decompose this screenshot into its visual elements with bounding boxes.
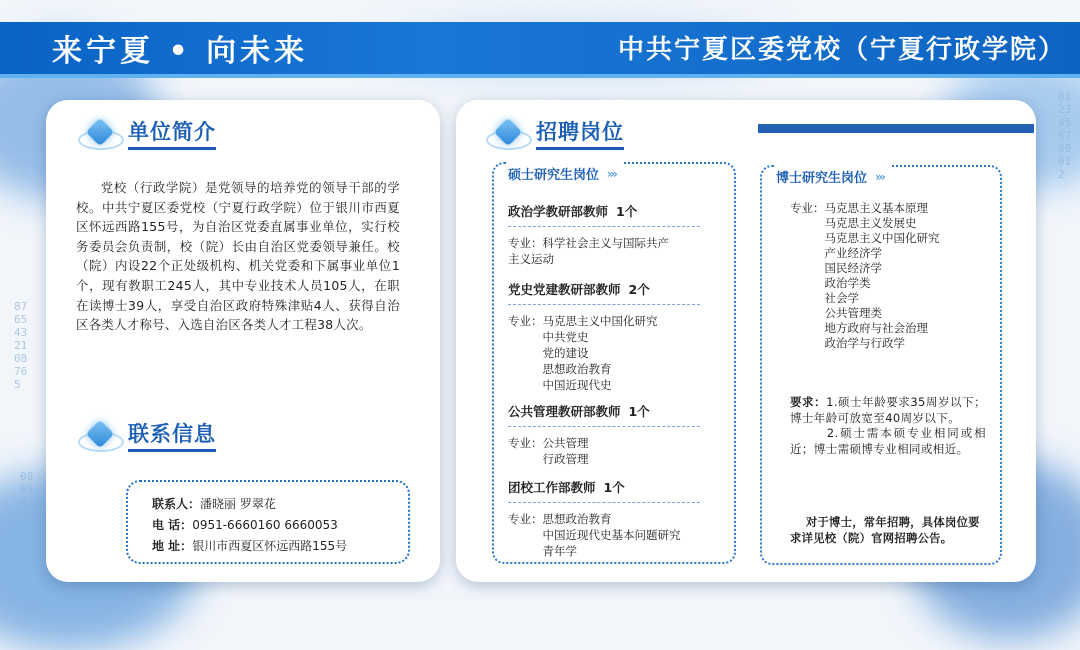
accent-bar: [758, 124, 1034, 133]
decor-digits: 8765432108765: [14, 300, 28, 391]
post-item: 团校工作部教师 1个 专业： 思想政治教育 中国近现代史基本问题研究 青年学: [508, 478, 700, 559]
post-item: 党史党建教研部教师 2个 专业： 马克思主义中国化研究 中共党史 党的建设 思想政治教育 中国近现代史: [508, 280, 700, 393]
cube-icon: [76, 116, 122, 150]
phd-majors: 专业： 马克思主义基本原理 马克思主义发展史 马克思主义中国化研究 产业经济学 国民经济学 政治学类 社会学 公共管理类 地方政府与社会治理 政治学与行政学: [790, 201, 940, 350]
intro-text: 党校（行政学院）是党领导的培养党的领导干部的学校。中共宁夏区委党校（宁夏行政学院）位于银川市西夏区怀远西路155号，为自治区党委直属事业单位，实行校务委员会负责制，校（院）长由自治区党委领导兼任。校（院）内设22个正处级机构、机关党委和下属事业单位1个，现有教职工245人，其中专业技术人员105人，在职在读博士39人，享受自治区政府特殊津贴4人、获得自治区各类人才称号、入选自治区各类人才工程38人次。: [76, 180, 400, 333]
header-banner: [0, 22, 1080, 78]
contact-person: 联系人：潘晓丽 罗翠花: [152, 497, 276, 511]
cube-icon: [76, 418, 122, 452]
contact-heading: [76, 418, 216, 452]
master-label: 硕士研究生岗位 ›››: [506, 162, 622, 187]
master-posts-box: [492, 162, 736, 564]
header-org-name: 中共宁夏区委党校（宁夏行政学院）: [617, 35, 1066, 65]
header-slogan: 来宁夏 • 向未来: [52, 34, 309, 69]
contact-phone: 电 话：0951-6660160 6660053: [152, 518, 338, 532]
contact-title: 联系信息: [128, 418, 216, 452]
contact-box: [126, 480, 410, 564]
recruit-title: 招聘岗位: [536, 116, 624, 150]
intro-heading: [76, 116, 216, 150]
chevrons-icon: ›››: [875, 169, 884, 184]
cube-icon: [484, 116, 530, 150]
intro-title: 单位简介: [128, 116, 216, 150]
phd-note: 对于博士，常年招聘，具体岗位要求详见校（院）官网招聘公告。: [790, 516, 980, 545]
decor-digits: 0865432: [20, 470, 34, 522]
decor-digits: 0123456789012: [1058, 90, 1072, 181]
chevrons-icon: ›››: [607, 166, 616, 181]
post-item: 政治学教研部教师 1个 专业： 科学社会主义与国际共产 主义运动: [508, 202, 700, 267]
phd-requirements: 要求：1.硕士年龄要求35周岁以下；博士年龄可放宽至40周岁以下。 2.硕士需本硕专业相同或相近；博士需硕博专业相同或相近。: [790, 395, 986, 456]
phd-posts-box: [760, 165, 1002, 565]
post-item: 公共管理教研部教师 1个 专业： 公共管理 行政管理: [508, 402, 700, 467]
contact-address: 地 址：银川市西夏区怀远西路155号: [152, 539, 348, 553]
phd-label: 博士研究生岗位 ›››: [774, 165, 890, 190]
recruit-heading: [484, 116, 624, 150]
